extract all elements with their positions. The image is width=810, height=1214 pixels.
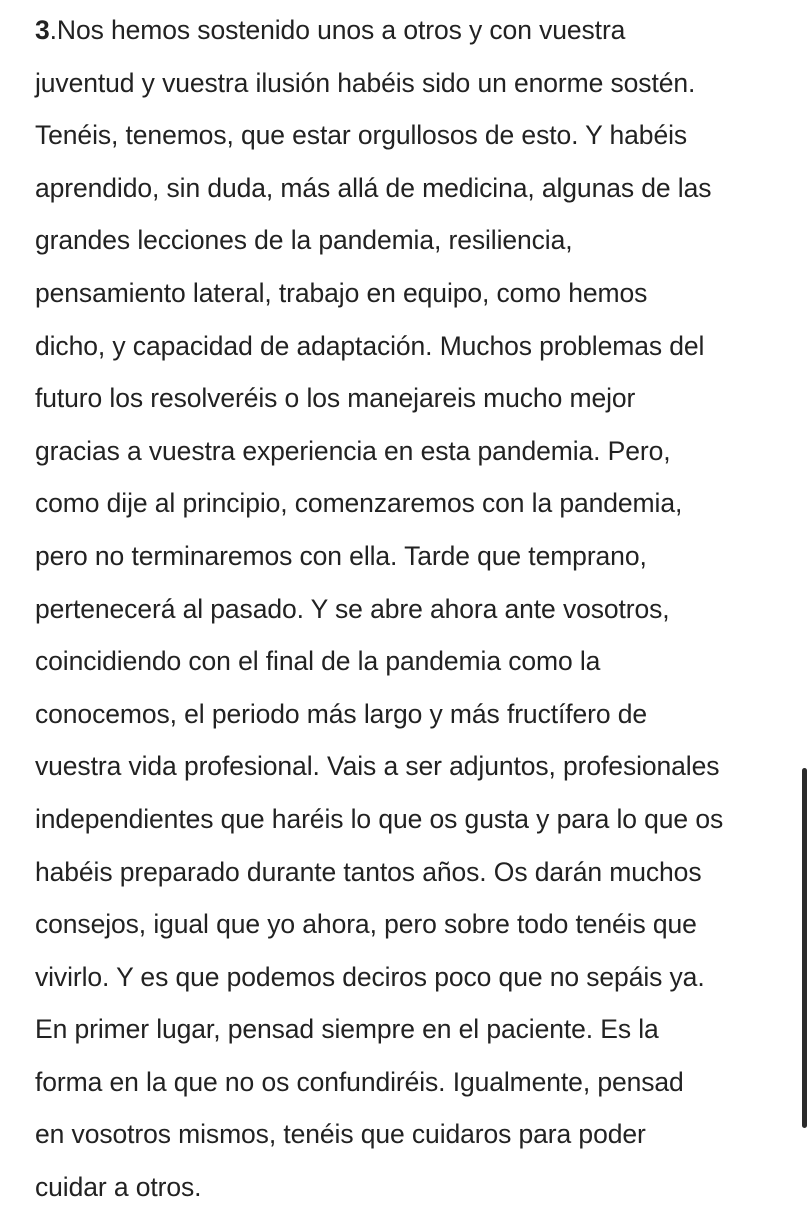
paragraph-line: gracias a vuestra experiencia en esta pandemia. Pero, <box>35 435 671 466</box>
paragraph-line: aprendido, sin duda, más allá de medicina, algunas de las <box>35 172 712 203</box>
paragraph-line: 3.Nos hemos sostenido unos a otros y con vuestra <box>35 15 626 45</box>
paragraph-line: consejos, igual que yo ahora, pero sobre todo tenéis que <box>35 909 697 940</box>
paragraph-line: pero no terminaremos con ella. Tarde que temprano, <box>35 540 647 571</box>
paragraph-line: coincidiendo con el final de la pandemia como la <box>35 646 601 677</box>
paragraph-line: Tenéis, tenemos, que estar orgullosos de esto. Y habéis <box>35 120 688 151</box>
paragraph-3 <box>35 4 795 1214</box>
paragraph-line: cuidar a otros. <box>35 1172 202 1203</box>
scrollbar-thumb[interactable] <box>802 768 807 1128</box>
paragraph-line: pensamiento lateral, trabajo en equipo, como hemos <box>35 277 648 308</box>
paragraph-line: independientes que haréis lo que os gusta y para lo que os <box>35 803 724 834</box>
paragraph-line: vivirlo. Y es que podemos deciros poco que no sepáis ya. <box>35 961 705 992</box>
paragraph-line: En primer lugar, pensad siempre en el paciente. Es la <box>35 1014 659 1045</box>
paragraph-line: en vosotros mismos, tenéis que cuidaros para poder <box>35 1119 646 1150</box>
paragraph-number: 3 <box>35 15 50 45</box>
paragraph-line: como dije al principio, comenzaremos con la pandemia, <box>35 488 683 519</box>
paragraph-line: conocemos, el periodo más largo y más fructífero de <box>35 698 648 729</box>
paragraph-line: grandes lecciones de la pandemia, resiliencia, <box>35 225 573 256</box>
paragraph-line: juventud y vuestra ilusión habéis sido un enorme sostén. <box>35 67 696 98</box>
paragraph-line: habéis preparado durante tantos años. Os darán muchos <box>35 856 702 887</box>
paragraph-line: vuestra vida profesional. Vais a ser adjuntos, profesionales <box>35 751 720 782</box>
paragraph-line: futuro los resolveréis o los manejareis mucho mejor <box>35 383 636 414</box>
paragraph-line: dicho, y capacidad de adaptación. Muchos problemas del <box>35 330 705 361</box>
paragraph-line: forma en la que no os confundiréis. Igualmente, pensad <box>35 1066 684 1097</box>
paragraph-line: pertenecerá al pasado. Y se abre ahora ante vosotros, <box>35 593 670 624</box>
